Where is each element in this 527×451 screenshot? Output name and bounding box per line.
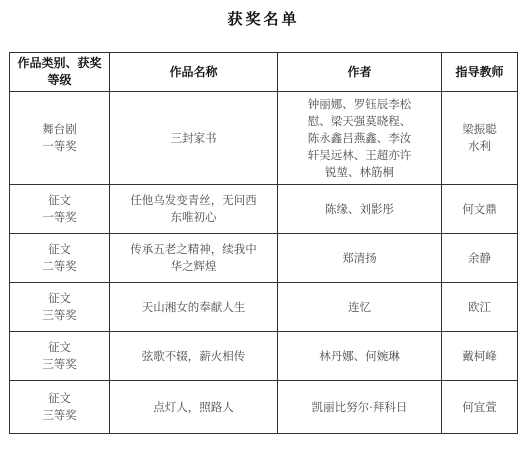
cell-author [278,185,442,234]
category-line: 一等奖 [42,210,77,224]
cell-category [10,381,110,434]
table-row [10,234,518,283]
cell-teacher [442,185,518,234]
work-line: 任他乌发变青丝，无问西 [130,193,257,207]
author-line: 钟丽娜、罗钰辰李松 [307,96,412,111]
work-line: 传承五老之精神，续我中 [130,242,257,256]
table-row [10,381,518,434]
category-line: 一等奖 [42,139,77,153]
category-line: 三等奖 [42,408,77,422]
category-line: 征文 [48,291,71,305]
header-teacher: 指导教师 [442,53,518,92]
cell-author [278,92,442,185]
teacher-line: 余静 [468,250,491,265]
header-work: 作品名称 [110,53,278,92]
table-row [10,283,518,332]
cell-category [10,92,110,185]
work-line: 华之辉煌 [170,259,217,273]
teacher-line: 何宜萱 [462,399,497,414]
cell-category [10,234,110,283]
cell-category [10,332,110,381]
table-row [10,332,518,381]
work-line: 天山湘女的奉献人生 [141,299,246,314]
work-line: 点灯人，照路人 [153,399,234,414]
author-line: 林丹娜、何婉琳 [319,348,400,363]
category-line: 征文 [48,193,71,207]
cell-author [278,234,442,283]
table-header-row [10,53,518,92]
cell-teacher [442,381,518,434]
category-line: 二等奖 [42,259,77,273]
author-line: 凯丽比努尔·拜科日 [311,399,408,414]
cell-work [110,92,278,185]
teacher-line: 欧江 [468,299,491,314]
table-row [10,92,518,185]
category-line: 征文 [48,242,71,256]
cell-work [110,283,278,332]
awards-table [9,52,518,434]
header-author: 作者 [278,53,442,92]
cell-author [278,332,442,381]
category-line: 征文 [48,340,71,354]
cell-author [278,283,442,332]
teacher-line: 水利 [468,139,491,153]
teacher-line: 梁振聪 [462,122,497,136]
cell-teacher [442,234,518,283]
author-line: 连忆 [348,299,371,314]
cell-teacher [442,332,518,381]
cell-work [110,332,278,381]
cell-teacher [442,92,518,185]
teacher-line: 戴柯峰 [462,348,497,363]
author-line: 锐堃、林筋桐 [325,164,394,179]
author-line: 轩吴远林、王超亦许 [307,147,412,162]
category-line: 征文 [48,391,71,405]
cell-category [10,283,110,332]
page-title: 获奖名单 [227,10,300,28]
category-line: 舞台剧 [42,122,77,136]
category-line: 三等奖 [42,357,77,371]
author-line: 陈缘、刘影彤 [325,201,394,216]
cell-work [110,185,278,234]
work-line: 东唯初心 [170,210,217,224]
header-category: 作品类别、获奖等级 [10,53,110,92]
teacher-line: 何文鼎 [462,201,497,216]
table-row [10,185,518,234]
category-line: 三等奖 [42,308,77,322]
cell-category [10,185,110,234]
cell-author [278,381,442,434]
cell-teacher [442,283,518,332]
cell-work [110,234,278,283]
cell-work [110,381,278,434]
author-line: 郑清扬 [342,250,377,265]
work-line: 弦歌不辍，薪火相传 [141,348,246,363]
author-line: 慰、梁天强莫晓程、 [307,113,412,128]
author-line: 陈永鑫吕燕鑫、李汝 [307,130,412,145]
work-line: 三封家书 [170,130,217,145]
